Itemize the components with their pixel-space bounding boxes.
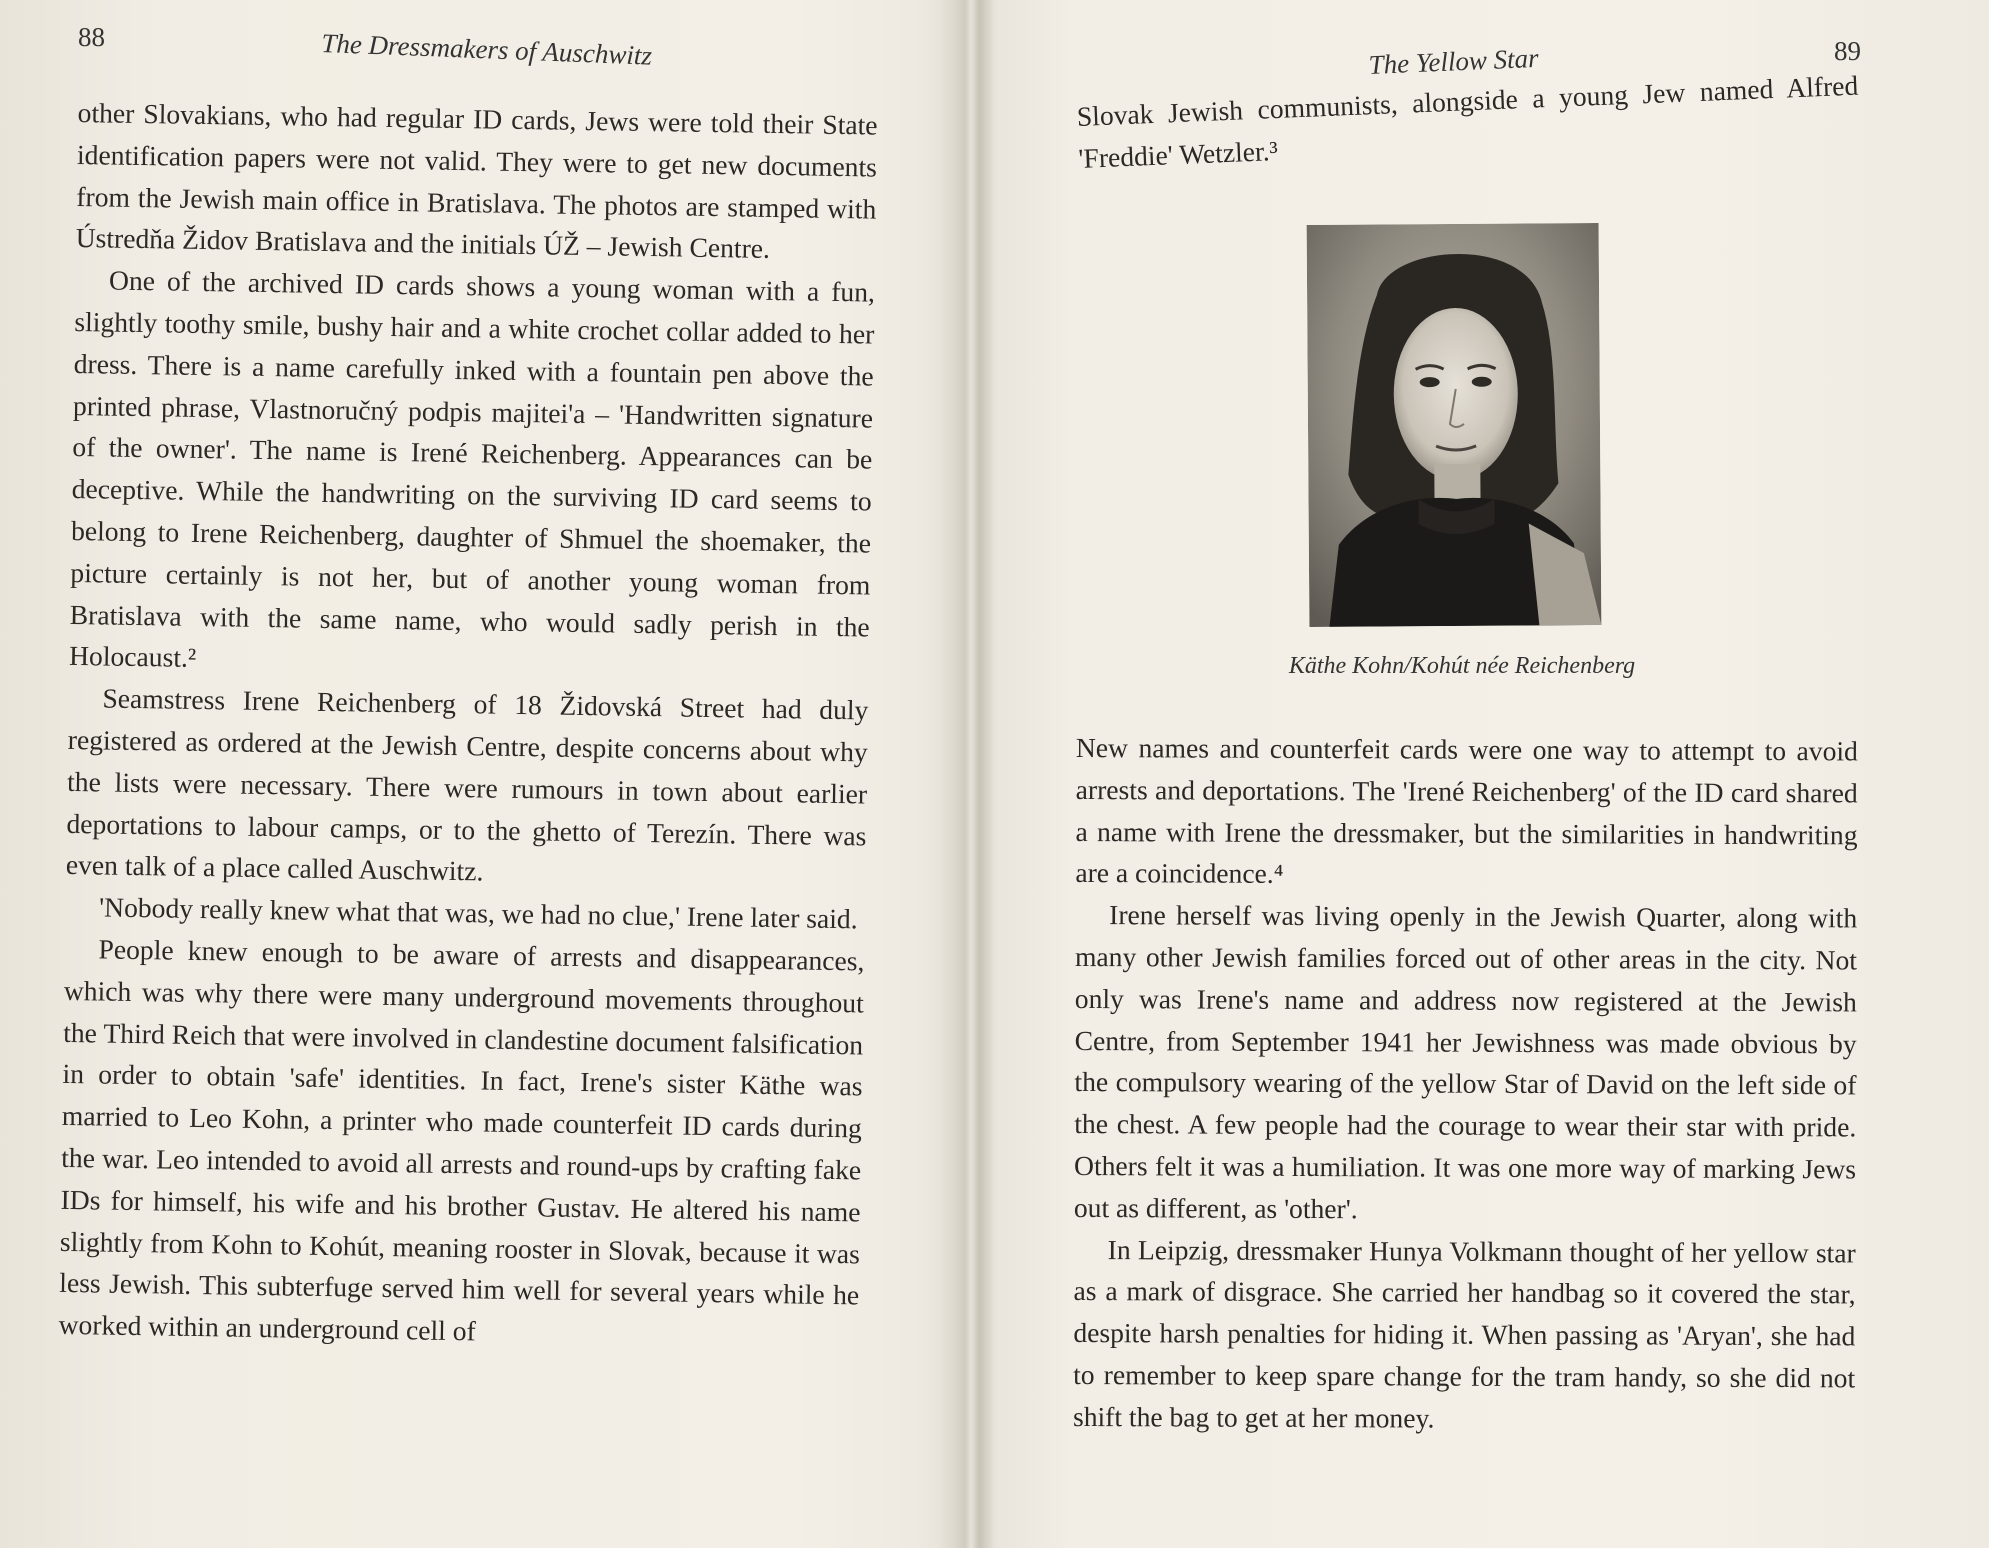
left-paragraph-4: 'Nobody really knew what that was, we had no clue,' Irene later said. [98,891,858,935]
left-page-number: 88 [78,22,105,52]
left-body-text [58,92,878,1358]
photo-caption: Käthe Kohn/Kohút née Reichenberg [1288,653,1636,679]
right-page-number: 89 [1834,36,1861,66]
right-paragraph-3: In Leipzig, dressmaker Hunya Volkmann thought of her yellow star as a mark of disgrace. She carried her handbag so it covered the star, despite harsh penalties for hiding it. When passing as 'Aryan', she had to remember to keep spare change for the tram handy, so she did not shift the bag to get at her money. [1072,1233,1856,1434]
right-paragraph-2: Irene herself was living openly in the Jewish Quarter, along with many other Jewish families forced out of other areas in the city. Not only was Irene's name and address now registered at the Jewish Centre, from September 1941 her Jewishness was made obvious by the compulsory wearing of the yellow Star of David on the left side of the chest. A few people had the courage to wear their star with pride. Others felt it was a humiliation. It was one more way of marking Jews out as different, as 'other'. [1073,899,1858,1224]
right-body-text [1073,727,1858,1441]
left-paragraph-3: Seamstress Irene Reichenberg of 18 Židovská Street had duly registered as ordered at the Jewish Centre, despite concerns about why the lists were necessary. There were rumours in town about earlier deportations to labour camps, or to the ghetto of Terezín. There was even talk of a place called Auschwitz. [65,682,869,887]
right-running-head: The Yellow Star [1368,42,1540,80]
right-intro-text [1076,65,1861,180]
left-page [0,0,960,1548]
left-paragraph-2: One of the archived ID cards shows a young woman with a fun, slightly toothy smile, bushy hair and a white crochet collar added to her dress. There is a name carefully inked with a fountain pen above the printed phrase, Vlastnoručný podpis majitei'a – 'Handwritten signature of the owner'. The name is Irené Reichenberg. Appearances can be deceptive. While the handwriting on the surviving ID card seems to belong to Irene Reichenberg, daughter of Shmuel the shoemaker, the picture certainly is not her, but of another young woman from Bratislava with the same name, who would sadly perish in the Holocaust.² [68,264,876,674]
left-paragraph-5: People knew enough to be aware of arrests and disappearances, which was why there were many underground movements throughout the Third Reich that were involved in clandestine document falsification in order to obtain 'safe' identities. In fact, Irene's sister Käthe was married to Leo Kohn, a printer who made counterfeit ID cards during the war. Leo intended to avoid all arrests and round-ups by crafting fake IDs for himself, his wife and his brother Gustav. He altered his name slightly from Kohn to Kohút, meaning rooster in Slovak, because it was less Jewish. This subterfuge served him well for several years while he worked within an underground cell of [58,933,865,1347]
left-running-head: The Dressmakers of Auschwitz [320,28,653,71]
left-paragraph-1: other Slovakians, who had regular ID cards, Jews were told their State identification papers were not valid. They were to get new documents from the Jewish main office in Bratislava. The photos are stamped with Ústredňa Židov Bratislava and the initials ÚŽ – Jewish Centre. [75,96,878,265]
right-page [998,0,1989,1548]
portrait-photo [1307,223,1602,627]
portrait-photo-image [1307,223,1602,627]
right-paragraph-1: New names and counterfeit cards were one way to attempt to avoid arrests and deportations. The 'Irené Reichenberg' of the ID card shared a name with Irene the dressmaker, but the similarities in handwriting are a coincidence.⁴ [1075,731,1858,890]
right-intro-paragraph: Slovak Jewish communists, alongside a young Jew named Alfred 'Freddie' Wetzler.³ [1076,69,1859,174]
